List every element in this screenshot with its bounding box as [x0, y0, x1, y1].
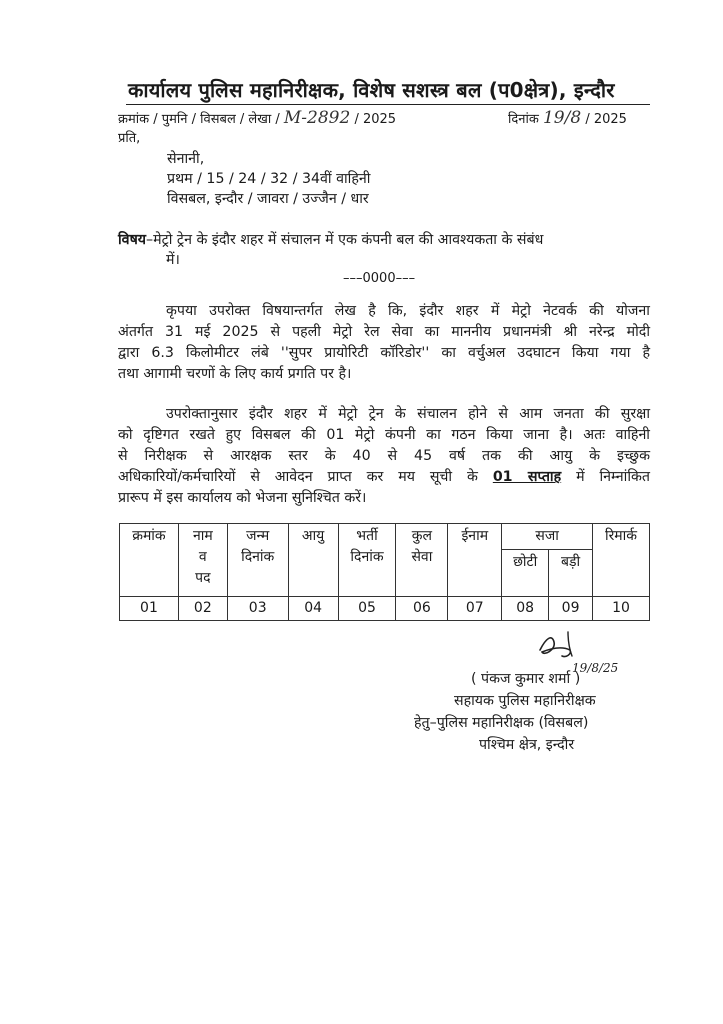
- table-header-row: [120, 524, 650, 550]
- column-number: 07: [448, 597, 502, 621]
- header-bharti-date: दिनांक: [350, 549, 384, 565]
- paragraph-2-line: प्रारूप में इस कार्यालय को भेजना सुनिश्चित करें।: [118, 490, 367, 506]
- table-row: [120, 597, 650, 621]
- header-inaam: ईनाम: [448, 524, 502, 597]
- reference-prefix: क्रमांक / पुमनि / विसबल / लेखा /: [118, 112, 280, 127]
- column-number: 10: [593, 597, 650, 621]
- header-kramank: क्रमांक: [120, 524, 179, 597]
- paragraph-1: [118, 301, 650, 385]
- subject-text: –मेट्रो ट्रेन के इंदौर शहर में संचालन में एक कंपनी बल की आवश्यकता के संबंध: [146, 232, 544, 248]
- date-value: 19/8: [542, 108, 582, 128]
- paragraph-2-line: से निरीक्षक से आरक्षक स्तर के 40 से 45 वर्ष तक की आयु के इच्छुक: [118, 448, 650, 464]
- paragraph-2: [118, 404, 650, 509]
- paragraph-1-line: द्वारा 6.3 किलोमीटर लंबे ''सुपर प्रायोरिटी कॉरिडोर'' का वर्चुअल उदघाटन किया गया है: [118, 345, 650, 361]
- header-pad: पद: [195, 570, 211, 586]
- header-kul-seva: [396, 524, 448, 597]
- date-line: [508, 108, 627, 128]
- paragraph-2-line: को दृष्टिगत रखते हुए विसबल की 01 मेट्रो कंपनी का गठन किया जाना है। अतः वाहिनी: [118, 427, 650, 443]
- column-number: 08: [502, 597, 549, 621]
- column-number: 09: [549, 597, 593, 621]
- header-bharti: भर्ती: [356, 528, 378, 544]
- recipient-line-3: विसबल, इन्दौर / जावरा / उज्जैन / धार: [167, 191, 369, 207]
- column-number: 05: [338, 597, 396, 621]
- header-dinank: दिनांक: [241, 549, 275, 565]
- separator: –––0000–––: [343, 271, 416, 286]
- signatory-region: पश्चिम क्षेत्र, इन्दौर: [479, 737, 575, 753]
- reference-number: M-2892: [283, 108, 351, 128]
- recipient-line-2: प्रथम / 15 / 24 / 32 / 34वीं वाहिनी: [167, 171, 371, 187]
- signatory-name: ( पंकज कुमार शर्मा ): [471, 671, 581, 687]
- signatory-for-line: हेतु–पुलिस महानिरीक्षक (विसबल): [414, 715, 589, 731]
- proforma-table: [119, 523, 650, 621]
- reference-line: [118, 108, 396, 128]
- signatory-designation: सहायक पुलिस महानिरीक्षक: [454, 693, 596, 709]
- header-va: व: [198, 549, 207, 565]
- header-janm: जन्म: [246, 528, 270, 544]
- header-naam: नाम: [192, 528, 213, 544]
- column-number: 06: [396, 597, 448, 621]
- header-badi: बड़ी: [549, 550, 593, 597]
- column-number: 02: [178, 597, 227, 621]
- column-number: 03: [227, 597, 288, 621]
- subject-label: विषय: [118, 232, 146, 248]
- header-janm-dinank: [227, 524, 288, 597]
- date-year: / 2025: [585, 112, 627, 127]
- column-number: 01: [120, 597, 179, 621]
- paragraph-1-line: तथा आगामी चरणों के लिए कार्य प्रगति पर है।: [118, 366, 352, 382]
- header-bharti-dinank: [338, 524, 396, 597]
- paragraph-2-segment: में निम्नांकित: [576, 469, 650, 485]
- header-remark: रिमार्क: [593, 524, 650, 597]
- recipient-line-1: सेनानी,: [167, 151, 205, 167]
- header-chhoti: छोटी: [502, 550, 549, 597]
- paragraph-2-line: उपरोक्तानुसार इंदौर शहर में मेट्रो ट्रेन के संचालन होने से आम जनता की सुरक्षा: [166, 406, 650, 422]
- header-saja: सजा: [502, 524, 593, 550]
- subject-line-1: [118, 229, 650, 251]
- header-aayu: आयु: [288, 524, 338, 597]
- column-number: 04: [288, 597, 338, 621]
- header-seva: सेवा: [411, 549, 433, 565]
- paragraph-2-segment: अधिकारियों/कर्मचारियों से आवेदन प्राप्त कर मय सूची के: [118, 469, 478, 485]
- signature-date: 19/8/25: [572, 661, 619, 675]
- deadline-emphasis: 01 सप्ताह: [492, 469, 562, 485]
- reference-year: / 2025: [354, 112, 397, 127]
- office-title: कार्यालय पुलिस महानिरीक्षक, विशेष सशस्त्र बल (प0क्षेत्र), इन्दौर: [128, 78, 615, 102]
- header-underline: [126, 104, 650, 105]
- header-naam-pad: [178, 524, 227, 597]
- paragraph-2-line: [118, 467, 650, 488]
- prati-label: प्रति,: [118, 131, 141, 146]
- paragraph-1-line: अंतर्गत 31 मई 2025 से पहली मेट्रो रेल सेवा का माननीय प्रधानमंत्री श्री नरेन्द्र मोदी: [118, 324, 650, 340]
- paragraph-1-line: कृपया उपरोक्त विषयान्तर्गत लेख है कि, इंदौर शहर में मेट्रो नेटवर्क की योजना: [166, 303, 650, 319]
- header-kul: कुल: [411, 528, 433, 544]
- date-label: दिनांक: [508, 112, 539, 127]
- subject-line-2: में।: [166, 252, 180, 268]
